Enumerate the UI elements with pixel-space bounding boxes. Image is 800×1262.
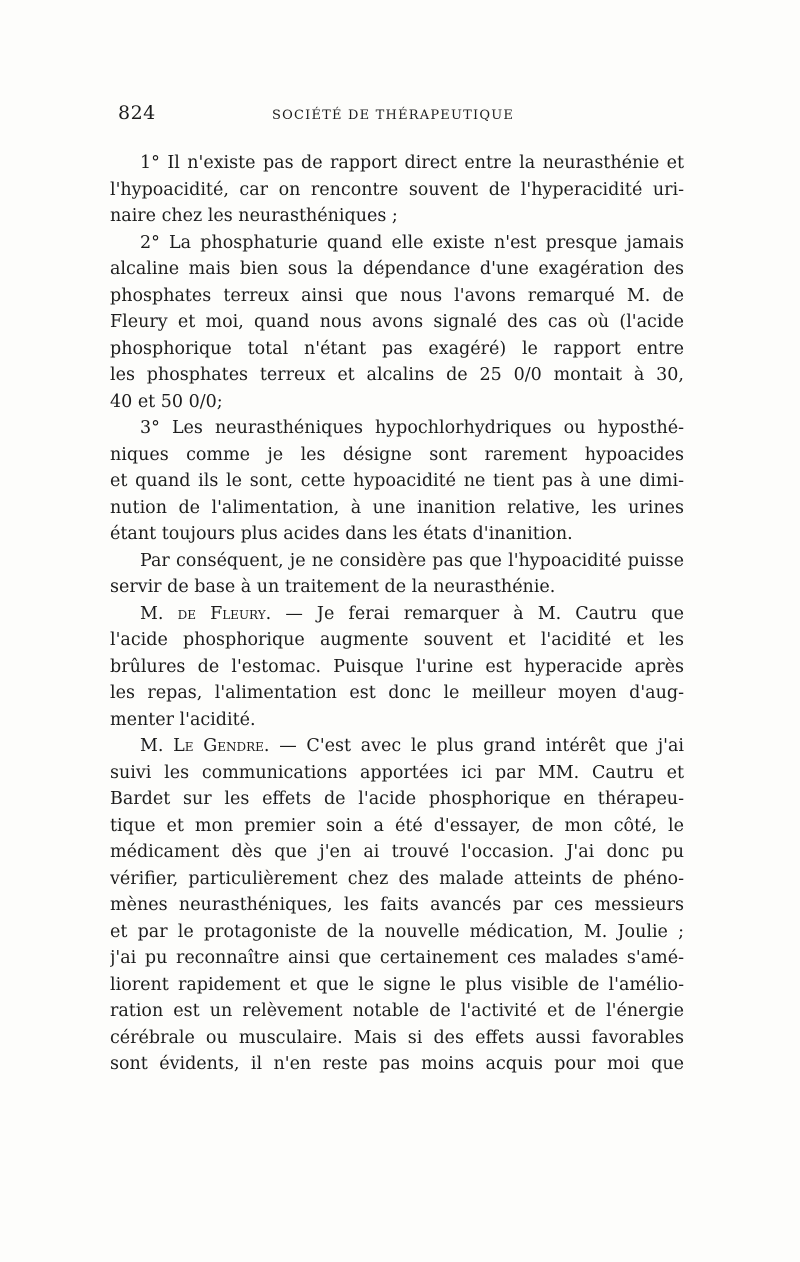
text-line-with-speaker [110,601,684,628]
text-line: — C'est avec le plus grand intérêt que j'ai [279,736,684,756]
text-line: cérébrale ou musculaire. Mais si des effets aussi favorables [110,1027,684,1048]
text-line: naire chez les neurasthéniques ; [110,206,398,226]
text-line: vérifier, particulièrement chez des malade atteints de phéno- [110,868,684,889]
text-body [110,150,684,1078]
text-line: sont évidents, il n'en reste pas moins acquis pour moi que [110,1054,684,1074]
running-title: SOCIÉTÉ DE THÉRAPEUTIQUE [272,108,515,123]
text-line: menter l'acidité. [110,709,256,730]
text-line: phosphates terreux ainsi que nous l'avons remarqué M. de [110,285,684,306]
text-line: Bardet sur les effets de l'acide phosphorique en thérapeu- [110,789,684,809]
page-number: 824 [118,102,156,124]
text-line: l'acide phosphorique augmente souvent et l'acidité et les [110,630,684,650]
text-line: médicament dès que j'en ai trouvé l'occasion. J'ai donc pu [110,842,684,862]
text-line: l'hypoacidité, car on rencontre souvent de l'hyperacidité uri- [110,179,684,200]
text-line: alcaline mais bien sous la dépendance d'une exagération des [110,259,684,279]
text-line-with-speaker [110,733,684,760]
text-line: — Je ferai remarquer à M. Cautru que [285,603,684,624]
text-line: les repas, l'alimentation est donc le meilleur moyen d'aug- [110,683,684,703]
text-line: liorent rapidement et que le signe le plus visible de l'amélio- [110,974,684,995]
text-line: 3° Les neurasthéniques hypochlorhydriques ou hyposthé- [140,418,684,438]
text-line: étant toujours plus acides dans les états d'inanition. [110,524,573,544]
text-line: servir de base à un traitement de la neurasthénie. [110,577,556,597]
speaker-fleury: M. de Fleury. [140,603,272,624]
text-line: 40 et 50 0/0; [110,391,223,412]
text-line: ration est un relèvement notable de l'activité et de l'énergie [110,1001,684,1021]
text-line: 2° La phosphaturie quand elle existe n'est presque jamais [140,232,684,253]
page-header [118,102,684,132]
text-line: tique et mon premier soin a été d'essayer, de mon côté, le [110,815,684,836]
text-line: brûlures de l'estomac. Puisque l'urine est hyperacide après [110,656,684,677]
text-line: suivi les communications apportées ici par MM. Cautru et [110,762,684,783]
text-line: mènes neurasthéniques, les faits avancés par ces messieurs [110,895,684,915]
text-line: 1° Il n'existe pas de rapport direct entre la neurasthénie et [140,153,684,173]
text-line: j'ai pu reconnaître ainsi que certainement ces malades s'amé- [110,948,684,968]
text-line: niques comme je les désigne sont rarement hypoacides [110,444,684,465]
speaker-le-gendre: M. Le Gendre. [140,736,270,756]
text-line: nution de l'alimentation, à une inanition relative, les urines [110,497,684,518]
text-line: et quand ils le sont, cette hypoacidité ne tient pas à une dimi- [110,471,684,491]
text-line: les phosphates terreux et alcalins de 25 0/0 montait à 30, [110,365,684,385]
text-line: et par le protagoniste de la nouvelle médication, M. Joulie ; [110,921,684,942]
text-line: phosphorique total n'étant pas exagéré) le rapport entre [110,338,684,359]
text-line: Par conséquent, je ne considère pas que l'hypoacidité puisse [140,550,684,571]
text-line: Fleury et moi, quand nous avons signalé des cas où (l'acide [110,312,684,332]
